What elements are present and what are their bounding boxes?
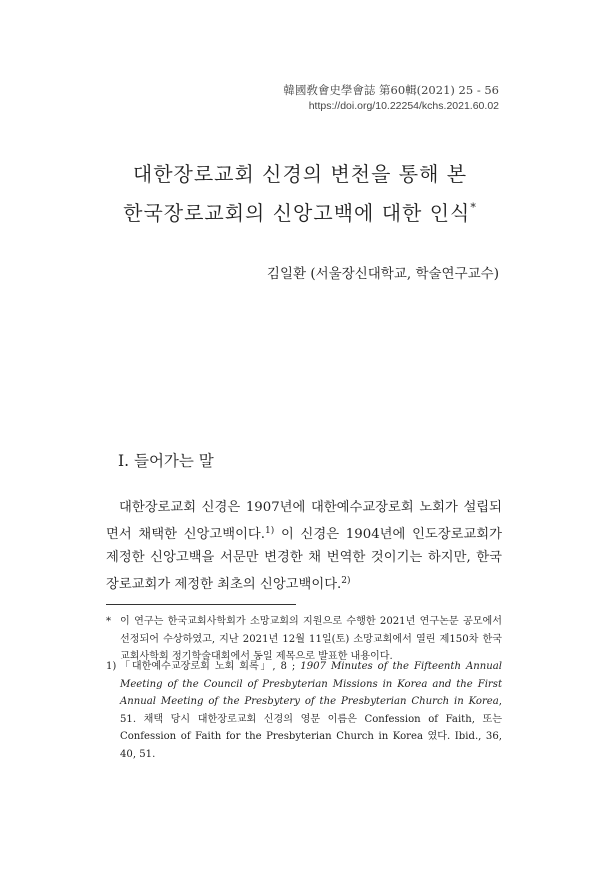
footnote-star-mark: * — [106, 616, 112, 627]
footnote-1 — [106, 658, 502, 763]
title-line-2-text: 한국장로교회의 신앙고백에 대한 인식 — [123, 201, 471, 225]
author-line: 김일환 (서울장신대학교, 학술연구교수) — [266, 266, 499, 282]
footnote-1-text — [120, 658, 502, 763]
footnote-ref-1[interactable]: 1) — [264, 525, 275, 536]
section-heading: I. 들어가는 말 — [118, 452, 214, 470]
paragraph-text-1: 대한장로교회 신경은 1907년에 대한예수교장로회 노회가 설립되면서 채택한 신앙고백이다. — [106, 500, 502, 542]
title-footnote-marker[interactable]: * — [470, 201, 477, 214]
footnote-1-italic-title: 1907 Minutes of the Fifteenth Annual Meeting of the Council of Presbyterian Missions in Korea and the First Annual Meeting of the Presbytery of the Presbyterian Church in Korea — [120, 661, 502, 707]
doi-link[interactable]: https://doi.org/10.22254/kchs.2021.60.02 — [308, 100, 499, 112]
paragraph-text-2: 이 신경은 1904년에 인도장로교회가 제정한 신앙고백을 서문만 변경한 채 번역한 것이기는 하지만, 한국장로교회가 제정한 최초의 신앙고백이다. — [106, 526, 502, 592]
paper-title — [0, 158, 600, 230]
footnote-1-suffix: , 51. 채택 당시 대한장로교회 신경의 영문 이름은 Confession of Faith, 또는 Confession of Faith for the Presbyterian Church in Korea 였다. Ibid., 36, 40, 51. — [120, 696, 502, 760]
title-line-1: 대한장로교회 신경의 변천을 통해 본 — [132, 162, 468, 186]
footnote-ref-2[interactable]: 2) — [341, 575, 351, 586]
footnote-divider — [106, 604, 296, 605]
footnote-1-mark: 1) — [106, 661, 117, 672]
footnote-1-prefix: 「대한예수교장로회 노회 회록」, 8 ; — [120, 661, 301, 672]
body-paragraph — [106, 496, 502, 596]
title-line-2 — [0, 191, 600, 230]
footnote-star-text: 이 연구는 한국교회사학회가 소망교회의 지원으로 수행한 2021년 연구논문 공모에서 선정되어 수상하였고, 지난 2021년 12월 11일(토) 소망교회에서 열린 제150차 한국교회사학회 정기학술대회에서 동일 제목으로 발표한 내용이다. — [120, 616, 502, 662]
journal-header: 韓國敎會史學會誌 第60輯(2021) 25 - 56 — [283, 83, 499, 97]
